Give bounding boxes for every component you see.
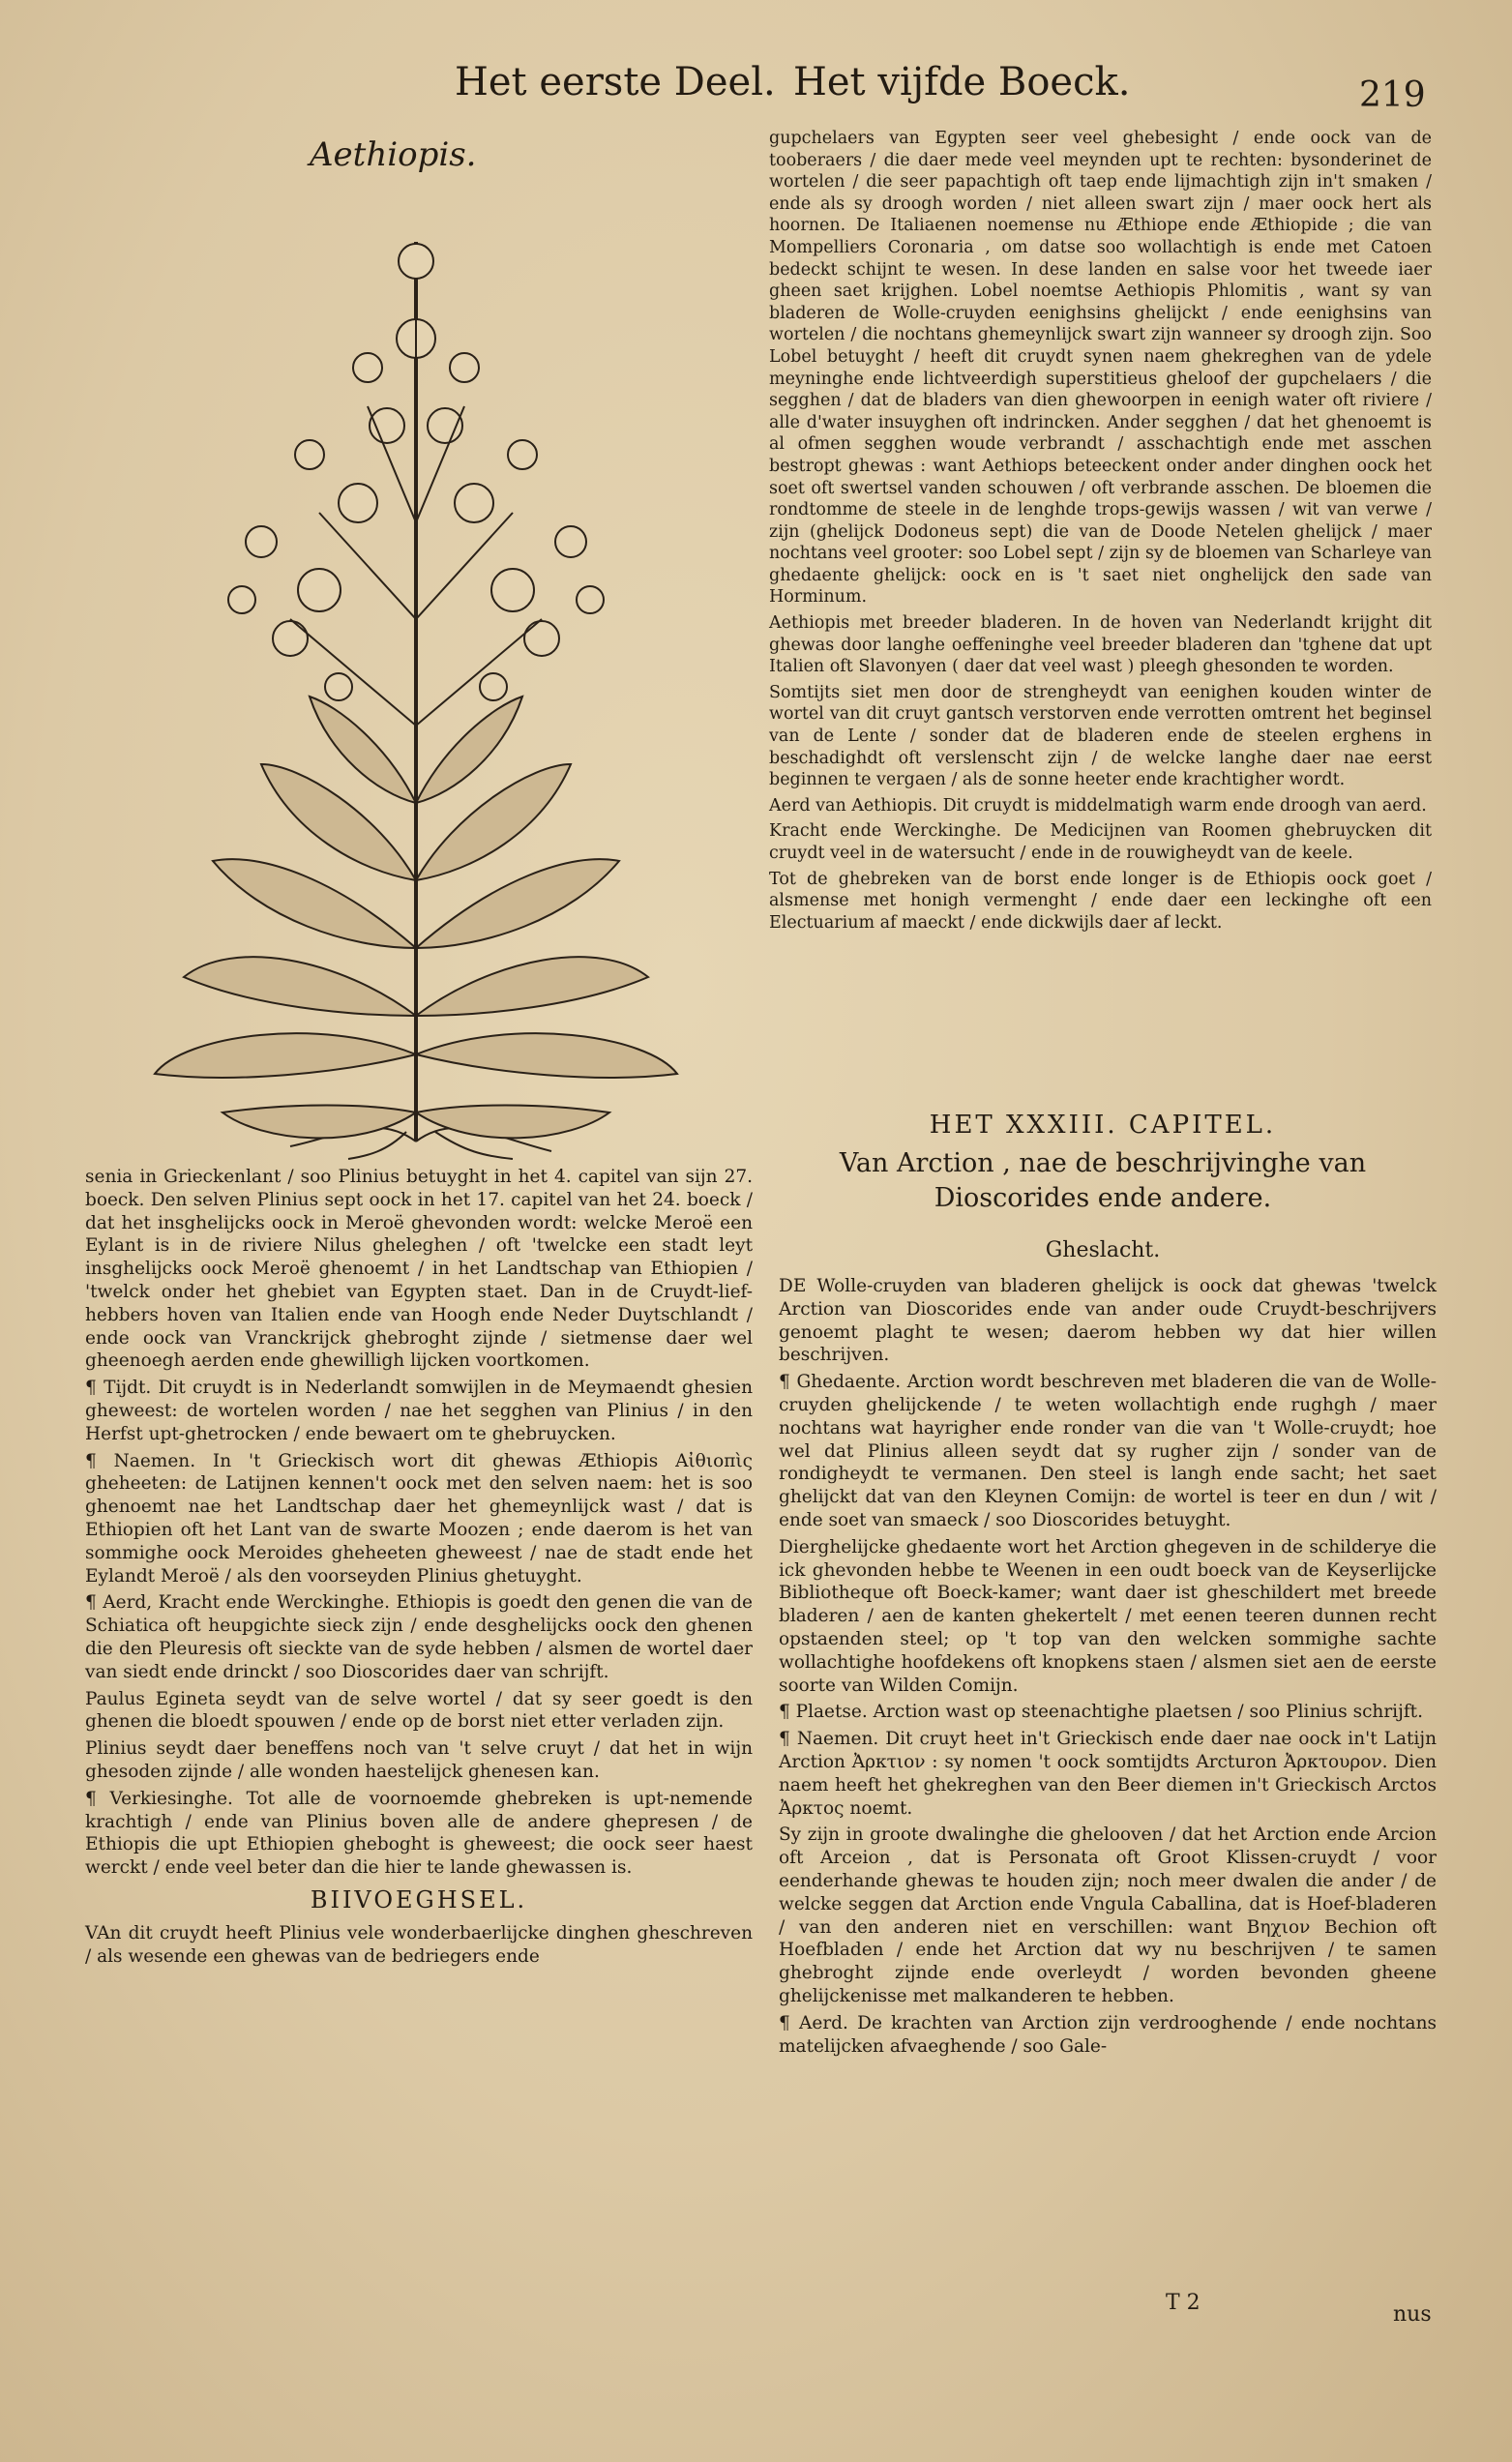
plant-woodcut-illustration: [145, 184, 687, 1161]
page-number: 219: [1359, 75, 1426, 115]
section-heading: Gheslacht.: [1045, 1238, 1161, 1262]
paragraph: ¶ Naemen. Dit cruyt heet in't Grieckisch ende daer nae oock in't Latijn Arction Ἀρκτιον : sy nomen 't oock somtijdts Arcturon Ἀρκτουρον. Dien naem heeft het ghekreghen van den Beer diemen in't Grieckisch Arctos Ἀρκτος noemt.: [779, 1729, 1437, 1819]
paragraph: Sy zijn in groote dwalinghe die ghelooven / dat het Arction ende Arcion oft Arceion , dat is Personata oft Groot Klissen-cruydt / voor eenderhande ghewas te houden zijn; noch meer dwalen die ander / de welcke seggen dat Arction ende Vngula Caballina, dat is Hoef-bladeren / van den anderen niet en verschillen: want Βηχιον Bechion oft Hoefbladen / ende het Arction dat wy nu beschrijven / te samen ghebroght zijnde ende overleydt / worden bevonden gheene ghelijckenisse met malkanderen te hebben.: [779, 1824, 1437, 2006]
figure-title: Aethiopis.: [310, 135, 477, 174]
paragraph: senia in Grieckenlant / soo Plinius betuyght in het 4. capitel van sijn 27. boeck. Den selven Plinius sept oock in het 17. capitel van het 24. boeck / dat het insghelijcks oock in Meroë ghevonden wordt: welcke Meroë een Eylant is in de riviere Nilus gheleghen / oft 'twelcke een stadt leyt insghelijcks oock Meroë ghenoemt / in het Landtschap van Ethiopien / 'twelck onder het ghebiet van Egypten staet. Dan in de Cruydt-lief-hebbers hoven van Italien ende van Hoogh ende Neder Duytschlandt / ende oock van Vranckrijck ghebroght zijnde / sietmense daer wel gheenoegh aerden ende ghewilligh lijcken voortkomen.: [85, 1167, 753, 1372]
paragraph: ¶ Verkiesinghe. Tot alle de voornoemde ghebreken is upt-nemende krachtigh / ende van Plinius boven alle de andere ghepresen / de Ethiopis die upt Ethiopien gheboght is gheweest; die oock seer haest werckt / ende veel beter dan die hier te lande ghewassen is.: [85, 1788, 753, 1879]
paragraph: Somtijts siet men door de strengheydt van eenighen kouden winter de wortel van dit cruyt gantsch verstorven ende verrotten omtrent het beginsel van de Lente / sonder dat de bladeren ende de steelen erghens in beschadighdt oft verslenscht zijn / de welcke langhe daer nae eerst beginnen te vergaen / als de sonne heeter ende krachtigher wordt.: [769, 682, 1432, 790]
running-head-right: Het vijfde Boeck.: [793, 60, 1131, 104]
running-head-left: Het eerste Deel.: [455, 60, 776, 104]
paragraph: Plinius seydt daer beneffens noch van 't selve cruyt / dat het in wijn ghesoden zijnde / alle wonden haestelijck ghenesen kan.: [85, 1738, 753, 1782]
bijvoeghsel-heading: BIIVOEGHSEL.: [310, 1885, 528, 1913]
right-column-upper: [769, 128, 1432, 937]
paragraph: ¶ Aerd. De krachten van Arction zijn verdrooghende / ende nochtans matelijcken afvaeghende / soo Gale-: [779, 2012, 1437, 2057]
paragraph: Paulus Egineta seydt van de selve wortel / dat sy seer goedt is den ghenen die bloedt spouwen / ende op de borst niet etter verladen zijn.: [85, 1688, 753, 1733]
catchword: nus: [1393, 2302, 1432, 2327]
paragraph: ¶ Aerd, Kracht ende Werckinghe. Ethiopis is goedt den genen die van de Schiatica oft heupgichte sieck zijn / ende desghelijcks oock den ghenen die den Pleuresis oft sieckte van de syde hebben / alsmen de wortel daer van siedt ende drinckt / soo Dioscorides daer van schrijft.: [85, 1592, 753, 1682]
paragraph: Dierghelijcke ghedaente wort het Arction ghegeven in de schilderye die ick ghevonden hebbe te Weenen in een oudt boeck van de Keyserlijcke Bibliotheque oft Boeck-kamer; want daer ist gheschildert met breede bladeren / aen de kanten ghekertelt / met eenen teeren dunnen recht opstaenden steel; op 't top van den welcken sommighe sachte wollachtighe hoofdekens oft knopkens staen / alsmen siet aen de eerste soorte van Wilden Comijn.: [779, 1536, 1437, 1696]
paragraph: ¶ Tijdt. Dit cruydt is in Nederlandt somwijlen in de Meymaendt ghesien gheweest: de wortelen worden / nae het segghen van Plinius / in den Herfst upt-ghetrocken / ende bewaert om te ghebruycken.: [85, 1378, 753, 1444]
paragraph: ¶ Ghedaente. Arction wordt beschreven met bladeren die van de Wolle-cruyden ghelijckende / te weten wollachtigh ende rughgh / maer nochtans wat hayrigher ende ronder van die van 't Wolle-cruydt; hoe wel dat Plinius alleen seydt dat sy rugher zijn / sonder van de rondigheydt te vermanen. Den steel is langh ende sacht; het saet ghelijckt dat van den Kleynen Comijn: de wortel is teer en dun / wit / ende soet van smaeck / soo Dioscorides betuyght.: [779, 1372, 1437, 1530]
paragraph: gupchelaers van Egypten seer veel ghebesight / ende oock van de tooberaers / die daer mede veel meynden upt te rechten: bysonderinet de wortelen / die seer papachtigh oft taep ende lijmachtigh zijn in't smaken / ende als sy droogh worden / niet alleen swart zijn / maer oock hert als hoornen. De Italiaenen noemense nu Æthiope ende Æthiopide ; die van Mompelliers Coronaria , om datse soo wollachtigh is ende met Catoen bedeckt schijnt te wesen. In dese landen en salse voor het tweede iaer gheen saet krijghen. Lobel noemtse Aethiopis Phlomitis , want sy van bladeren de Wolle-cruyden eenighsins ghelijckt / ende eenighsins van wortelen / die nochtans ghemeynlijck swart zijn wanneer sy droogh zijn. Soo Lobel betuyght / heeft dit cruydt synen naem ghekreghen van de ydele meyninghe ende lichtveerdigh superstitieus gheloof der gupchelaers / die segghen / dat de bladers van dien ghewoorpen in eenigh water oft riviere / alle d'water insuyghen oft indrincken. Ander segghen / dat het ghenoemt is al ofmen segghen woude verbrandt / asschachtigh ende met asschen bestropt ghewas : want Aethiops beteeckent onder ander dinghen oock het soet oft swertsel vanden schouwen / oft verbrande asschen. De bloemen die rondtomme de steele in de lenghde trops-gewijs wassen / wit van verwe / zijn (ghelijck Dodoneus sept) die van de Doode Netelen ghelijck / maer nochtans veel grooter: soo Lobel sept / zijn sy de bloemen van Scharleye van ghedaente ghelijck: oock en is 't saet niet onghelijck den sade van Horminum.: [769, 129, 1432, 608]
paragraph: Aethiopis met breeder bladeren. In de hoven van Nederlandt krijght dit ghewas door langhe oeffeninghe veel breeder bladeren dan 'tghene dat upt Italien oft Slavonyen ( daer dat veel wast ) pleegh ghesonden te worden.: [769, 613, 1432, 677]
paragraph: Aerd van Aethiopis. Dit cruydt is middelmatigh warm ende droogh van aerd.: [769, 795, 1427, 816]
chapter-subtitle: Van Arction , nae de beschrijvinghe van Dioscorides ende andere.: [839, 1148, 1367, 1213]
chapter-heading: HET XXXIII. CAPITEL.: [929, 1111, 1277, 1140]
signature-mark: T 2: [1166, 2291, 1201, 2315]
paragraph: Tot de ghebreken van de borst ende longer is de Ethiopis oock goet / alsmense met honigh vermenght / ende daer een leckinghe oft een Electuarium af maeckt / ende dickwijls daer af leckt.: [769, 869, 1432, 933]
paragraph: ¶ Naemen. In 't Grieckisch wort dit ghewas Æthiopis Αἰθιοπὶς gheheeten: de Latijnen kennen't oock met den selven naem: het is soo ghenoemt nae het Landtschap daer het ghemeynlijck wast / dat is Ethiopien oft het Lant van de swarte Moozen ; ende daerom is het van sommighe oock Meroides gheheeten gheweest / nae de stadt ende het Eylandt Meroë / als den voorseyden Plinius ghetuyght.: [85, 1450, 753, 1587]
right-column-lower: [779, 1275, 1437, 2062]
paragraph: Kracht ende Werckinghe. De Medicijnen van Roomen ghebruycken dit cruydt veel in de watersucht / ende in de rouwigheydt van de keele.: [769, 821, 1432, 863]
bijvoeghsel-paragraph: VAn dit cruydt heeft Plinius vele wonderbaerlijcke dinghen gheschreven / als wesende een ghewas van de bedriegers ende: [85, 1922, 753, 1967]
paragraph: DE Wolle-cruyden van bladeren ghelijck is oock dat ghewas 'twelck Arction van Dioscorides ende van ander oude Cruydt-beschrijvers genoemt plaght te wesen; daerom hebben wy dat hier willen beschrijven.: [779, 1276, 1437, 1366]
left-column: [85, 1166, 753, 1972]
paragraph: ¶ Plaetse. Arction wast op steenachtighe plaetsen / soo Plinius schrijft.: [779, 1702, 1423, 1723]
